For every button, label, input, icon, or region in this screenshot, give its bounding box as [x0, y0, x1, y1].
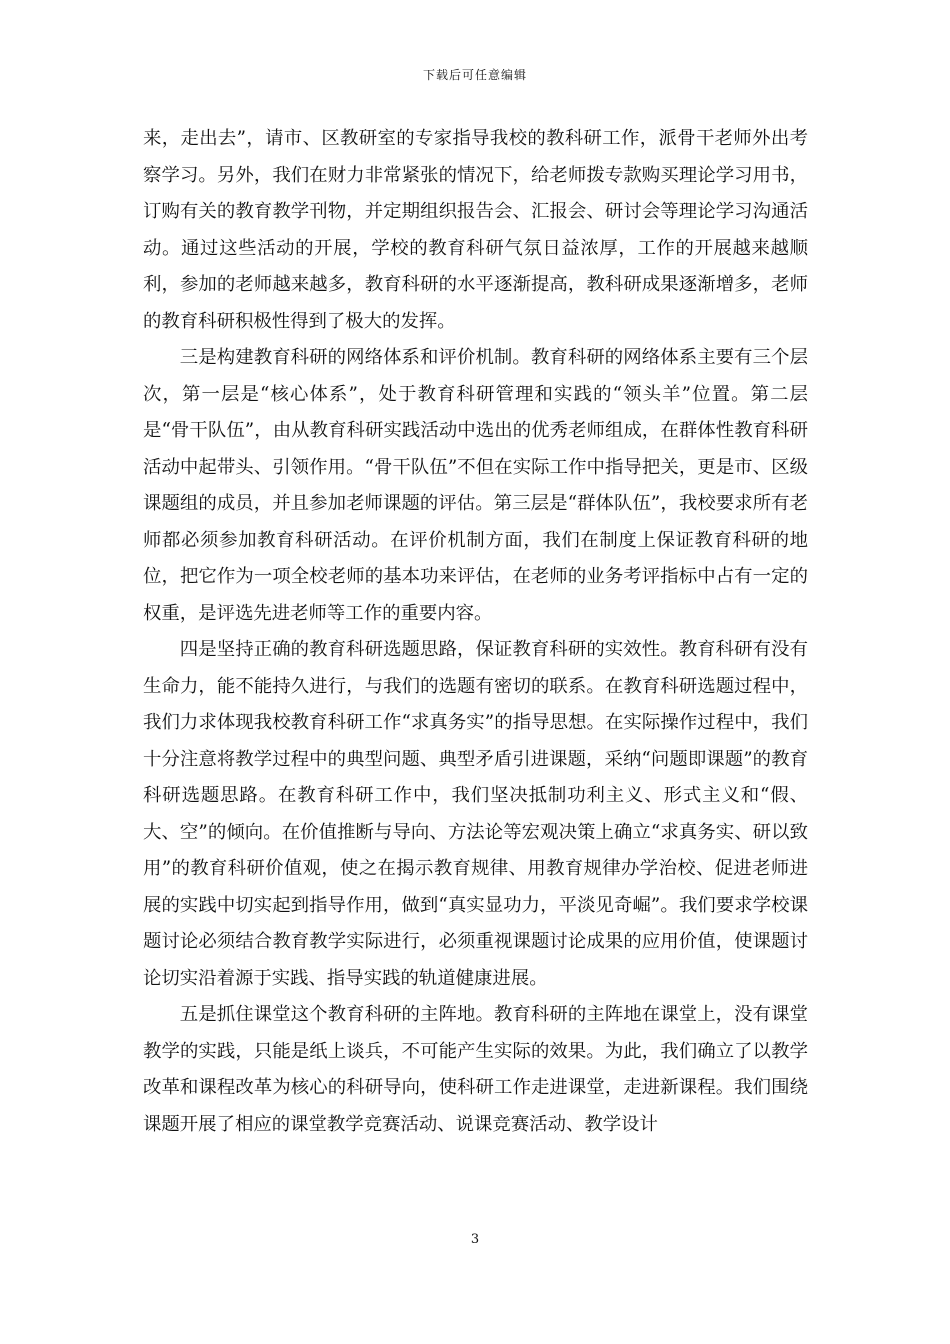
- document-body: [143, 121, 808, 1143]
- page-header: 下载后可任意编辑: [422, 68, 527, 82]
- paragraph-four: 四是坚持正确的教育科研选题思路，保证教育科研的实效性。教育科研有没有生命力，能不能持久进行，与我们的选题有密切的联系。在教育科研选题过程中，我们力求体现我校教育科研工作“求真务实”的指导思想。在实际操作过程中，我们十分注意将教学过程中的典型问题、典型矛盾引进课题，采纳“问题即课题”的教育科研选题思路。在教育科研工作中，我们坚决抵制功利主义、形式主义和“假、大、空”的倾向。在价值推断与导向、方法论等宏观决策上确立“求真务实、研以致用”的教育科研价值观，使之在揭示教育规律、用教育规律办学治校、促进老师进展的实践中切实起到指导作用，做到“真实显功力，平淡见奇崛”。我们要求学校课题讨论必须结合教育教学实际进行，必须重视课题讨论成果的应用价值，使课题讨论切实沿着源于实践、指导实践的轨道健康进展。: [143, 639, 808, 989]
- page-number: 3: [470, 1232, 480, 1247]
- paragraph-continuation: 来，走出去”，请市、区教研室的专家指导我校的教科研工作，派骨干老师外出考察学习。另外，我们在财力非常紧张的情况下，给老师拨专款购买理论学习用书，订购有关的教育教学刊物，并定期组织报告会、汇报会、研讨会等理论学习沟通活动。通过这些活动的开展，学校的教育科研气氛日益浓厚，工作的开展越来越顺利，参加的老师越来越多，教育科研的水平逐渐提高，教科研成果逐渐增多，老师的教育科研积极性得到了极大的发挥。: [143, 128, 808, 332]
- paragraph-five: 五是抓住课堂这个教育科研的主阵地。教育科研的主阵地在课堂上，没有课堂教学的实践，只能是纸上谈兵，不可能产生实际的效果。为此，我们确立了以教学改革和课程改革为核心的科研导向，使科研工作走进课堂，走进新课程。我们围绕课题开展了相应的课堂教学竞赛活动、说课竞赛活动、教学设计: [143, 1004, 808, 1135]
- paragraph-three: 三是构建教育科研的网络体系和评价机制。教育科研的网络体系主要有三个层次，第一层是“核心体系”，处于教育科研管理和实践的“领头羊”位置。第二层是“骨干队伍”，由从教育科研实践活动中选出的优秀老师组成，在群体性教育科研活动中起带头、引领作用。“骨干队伍”不但在实际工作中指导把关，更是市、区级课题组的成员，并且参加老师课题的评估。第三层是“群体队伍”，我校要求所有老师都必须参加教育科研活动。在评价机制方面，我们在制度上保证教育科研的地位，把它作为一项全校老师的基本功来评估，在老师的业务考评指标中占有一定的权重，是评选先进老师等工作的重要内容。: [143, 347, 808, 624]
